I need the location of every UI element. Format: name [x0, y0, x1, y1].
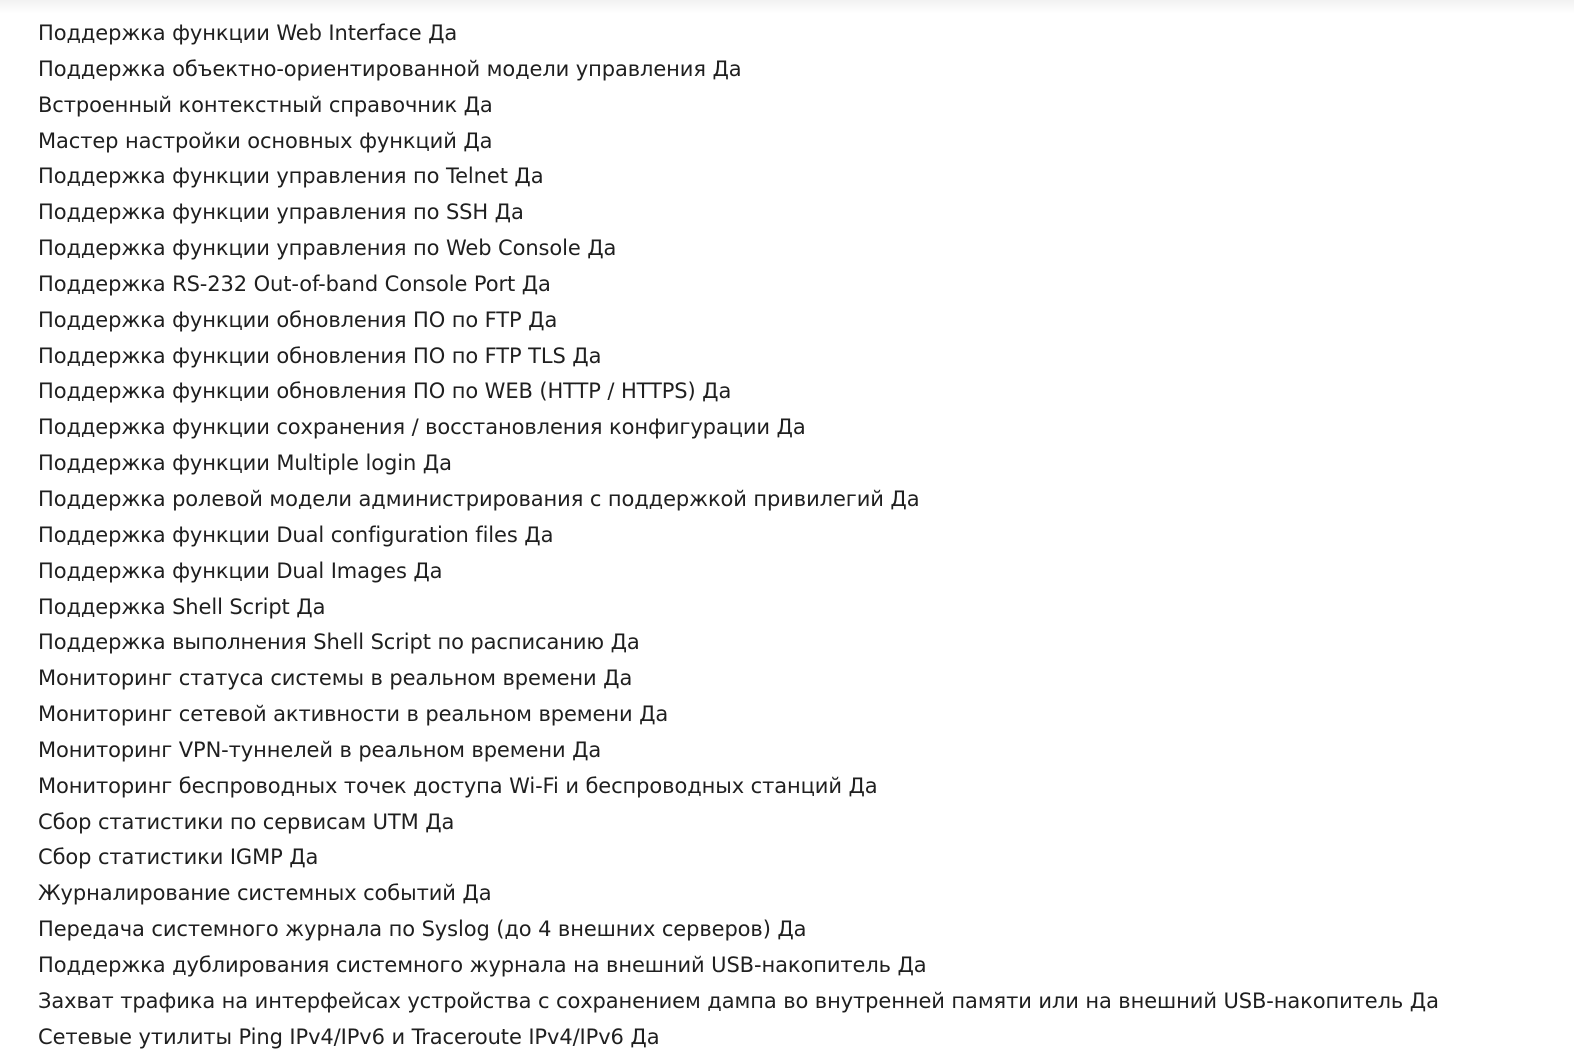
feature-item: Поддержка дублирования системного журнала на внешний USB-накопитель Да	[38, 952, 927, 977]
feature-item: Поддержка функции управления по Telnet Да	[38, 164, 544, 189]
feature-item: Поддержка функции Dual Images Да	[38, 558, 443, 583]
feature-item: Поддержка функции обновления ПО по FTP TLS Да	[38, 343, 602, 368]
feature-item: Захват трафика на интерфейсах устройства с сохранением дампа во внутренней памяти или на внешний USB-накопитель Да	[38, 988, 1439, 1013]
feature-item: Мониторинг беспроводных точек доступа Wi-Fi и беспроводных станций Да	[38, 773, 878, 798]
feature-item: Сбор статистики IGMP Да	[38, 845, 319, 870]
feature-item: Сбор статистики по сервисам UTM Да	[38, 809, 455, 834]
feature-item: Поддержка выполнения Shell Script по расписанию Да	[38, 630, 640, 655]
feature-item: Передача системного журнала по Syslog (до 4 внешних серверов) Да	[38, 917, 807, 942]
feature-item: Мониторинг VPN-туннелей в реальном времени Да	[38, 737, 602, 762]
feature-list	[38, 16, 1439, 1053]
feature-item: Поддержка функции Dual configuration files Да	[38, 522, 554, 547]
feature-item: Мастер настройки основных функций Да	[38, 128, 493, 153]
feature-item: Поддержка функции обновления ПО по WEB (HTTP / HTTPS) Да	[38, 379, 732, 404]
feature-item: Поддержка функции Multiple login Да	[38, 451, 452, 476]
feature-item: Поддержка функции управления по SSH Да	[38, 200, 524, 225]
feature-item: Поддержка ролевой модели администрирования с поддержкой привилегий Да	[38, 486, 920, 511]
feature-item: Поддержка функции сохранения / восстановления конфигурации Да	[38, 415, 806, 440]
feature-item: Поддержка объектно-ориентированной модели управления Да	[38, 56, 742, 81]
feature-item: Журналирование системных событий Да	[38, 881, 492, 906]
feature-item: Поддержка RS-232 Out-of-band Console Port Да	[38, 271, 551, 296]
feature-item: Поддержка функции Web Interface Да	[38, 21, 458, 45]
top-divider	[0, 0, 1574, 14]
feature-item: Встроенный контекстный справочник Да	[38, 92, 493, 117]
feature-item: Поддержка функции обновления ПО по FTP Да	[38, 307, 558, 332]
feature-item: Мониторинг статуса системы в реальном времени Да	[38, 666, 633, 691]
feature-item: Поддержка функции управления по Web Console Да	[38, 236, 617, 261]
feature-item: Поддержка Shell Script Да	[38, 594, 326, 619]
feature-item: Мониторинг сетевой активности в реальном времени Да	[38, 702, 669, 727]
feature-item: Сетевые утилиты Ping IPv4/IPv6 и Traceroute IPv4/IPv6 Да	[38, 1024, 660, 1049]
